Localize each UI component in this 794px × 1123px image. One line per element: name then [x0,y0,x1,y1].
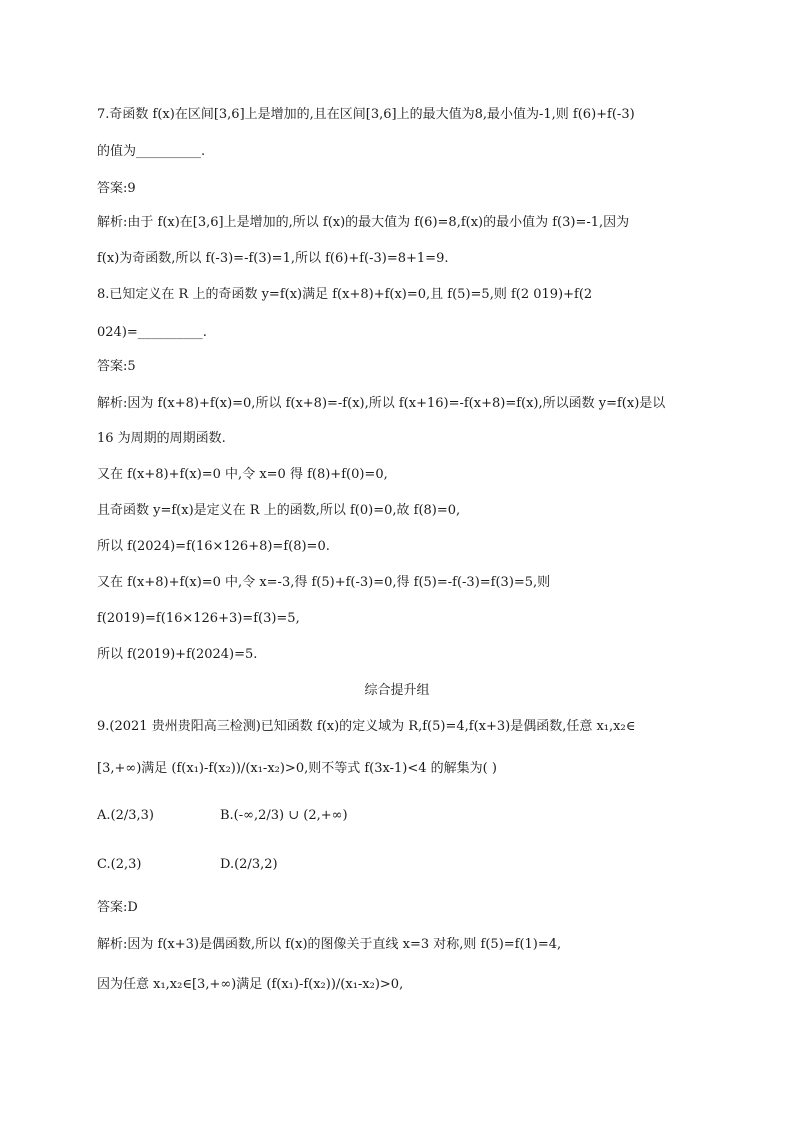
q8-answer: 答案:5 [97,359,136,374]
q7-answer: 答案:9 [97,181,136,196]
q8-stem-line1: 8.已知定义在 R 上的奇函数 y=f(x)满足 f(x+8)+f(x)=0,且 f(5)=5,则 f(2 019)+f(2 [97,287,593,302]
q9-option-a: A.(2/3,3) [97,808,154,823]
q8-explanation-line2: 16 为周期的周期函数. [97,431,226,446]
q8-stem-line2: 024)=__________. [97,325,207,340]
q7-explanation-line1: 解析:由于 f(x)在[3,6]上是增加的,所以 f(x)的最大值为 f(6)=8,f(x)的最小值为 f(3)=-1,因为 [97,215,630,230]
q9-option-d: D.(2/3,2) [220,857,278,872]
q8-explanation-line5: 所以 f(2024)=f(16×126+8)=f(8)=0. [97,539,330,554]
q9-explanation-line1: 解析:因为 f(x+3)是偶函数,所以 f(x)的图像关于直线 x=3 对称,则 f(5)=f(1)=4, [97,937,562,952]
q9-stem-line2: [3,+∞)满足 (f(x₁)-f(x₂))/(x₁-x₂)>0,则不等式 f(3x-1)<4 的解集为( ) [97,761,497,776]
q9-stem-line1: 9.(2021 贵州贵阳高三检测)已知函数 f(x)的定义域为 R,f(5)=4,f(x+3)是偶函数,任意 x₁,x₂∈ [97,719,636,734]
q9-answer: 答案:D [97,900,138,915]
q7-stem-line1: 7.奇函数 f(x)在区间[3,6]上是增加的,且在区间[3,6]上的最大值为8,最小值为-1,则 f(6)+f(-3) [97,107,635,122]
q7-explanation-line2: f(x)为奇函数,所以 f(-3)=-f(3)=1,所以 f(6)+f(-3)=8+1=9. [97,251,449,266]
q8-explanation-line1: 解析:因为 f(x+8)+f(x)=0,所以 f(x+8)=-f(x),所以 f(x+16)=-f(x+8)=f(x),所以函数 y=f(x)是以 [97,396,666,411]
q9-option-b: B.(-∞,2/3) ∪ (2,+∞) [220,808,348,823]
q9-option-c: C.(2,3) [97,857,142,872]
q8-explanation-line4: 且奇函数 y=f(x)是定义在 R 上的函数,所以 f(0)=0,故 f(8)=0, [97,503,461,518]
q9-explanation-line2: 因为任意 x₁,x₂∈[3,+∞)满足 (f(x₁)-f(x₂))/(x₁-x₂)>0, [97,977,404,992]
q8-explanation-line8: 所以 f(2019)+f(2024)=5. [97,647,258,662]
q7-stem-line2: 的值为__________. [97,144,206,159]
q8-explanation-line3: 又在 f(x+8)+f(x)=0 中,令 x=0 得 f(8)+f(0)=0, [97,467,388,482]
section-title: 综合提升组 [364,683,430,698]
q8-explanation-line7: f(2019)=f(16×126+3)=f(3)=5, [97,611,300,626]
q8-explanation-line6: 又在 f(x+8)+f(x)=0 中,令 x=-3,得 f(5)+f(-3)=0,得 f(5)=-f(-3)=f(3)=5,则 [97,575,551,590]
